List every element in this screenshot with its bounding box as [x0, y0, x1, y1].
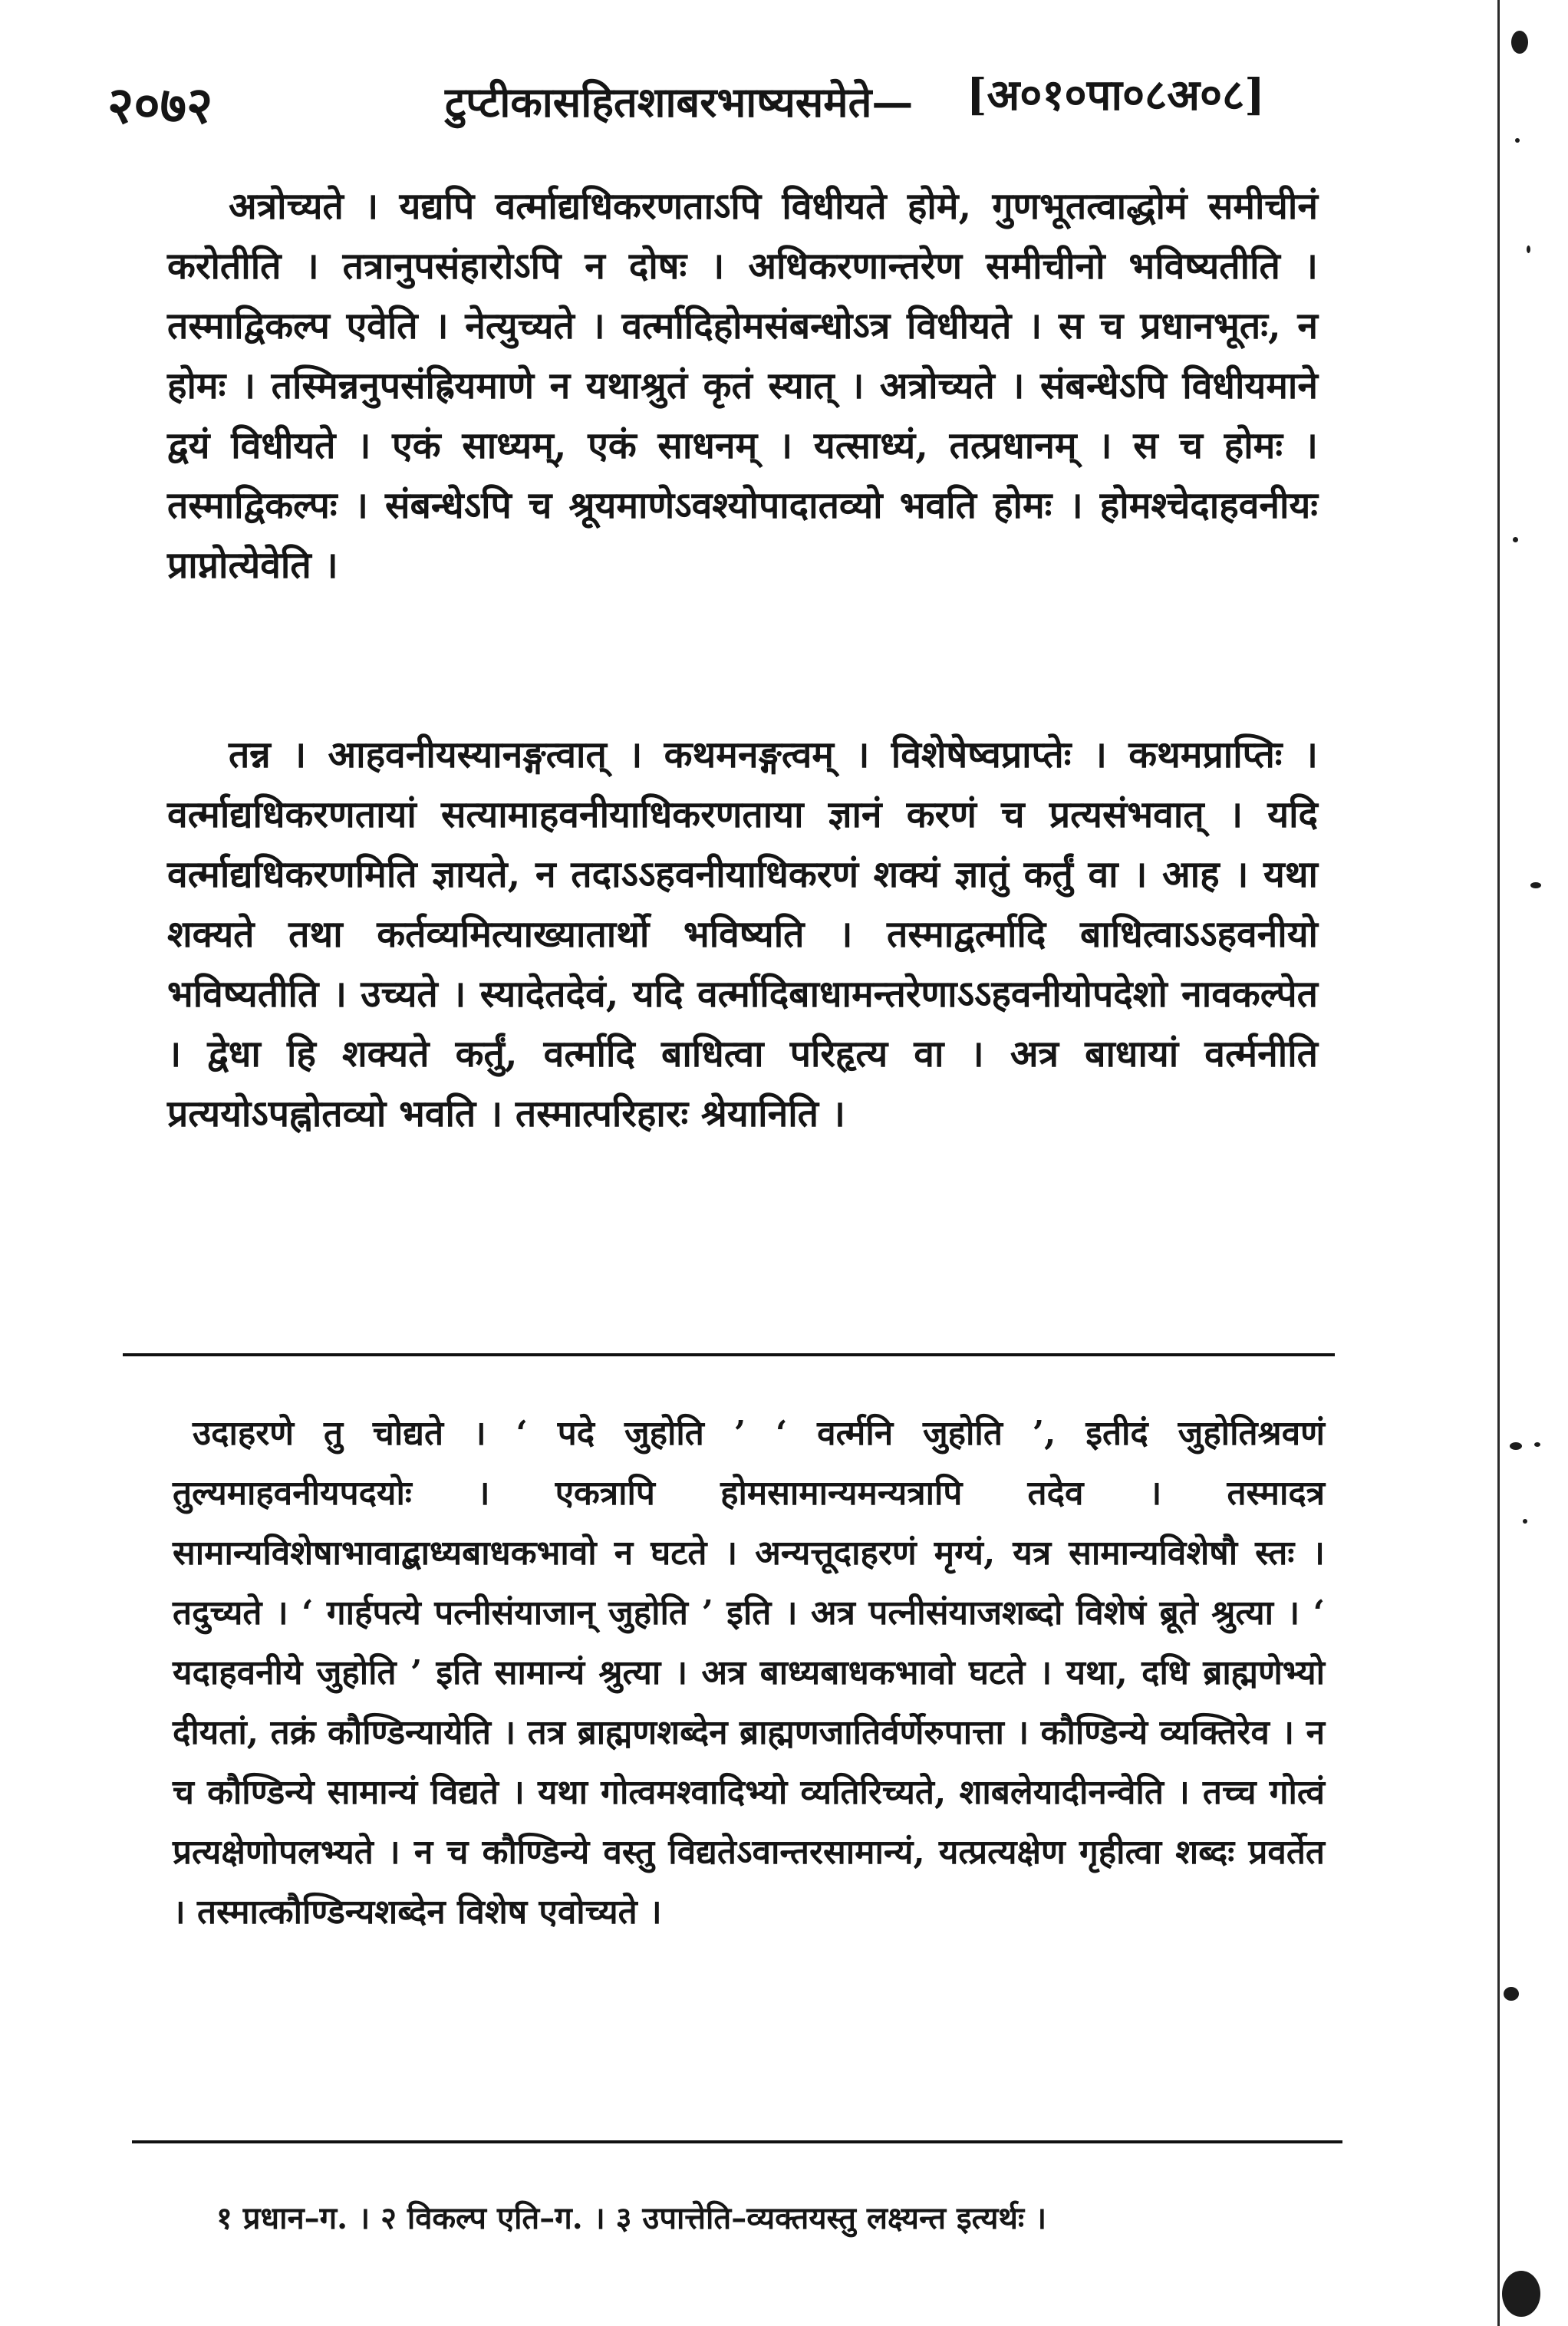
scan-speck: [1510, 1442, 1522, 1450]
footnotes: १ प्रधान–ग. । २ विकल्प एति–ग. । ३ उपात्तेति–व्यक्तयस्तु लक्ष्यन्त इत्यर्थः ।: [216, 2200, 1047, 2236]
running-title: टुप्टीकासहितशाबरभाष्यसमेते—: [445, 77, 914, 127]
scan-speck: [1527, 245, 1530, 253]
scan-speck: [1523, 1519, 1527, 1524]
main-paragraph: तन्न । आहवनीयस्यानङ्गत्वात् । कथमनङ्गत्वम् । विशेषेष्वप्राप्तेः । कथमप्राप्तिः । वर्त्माद्यधिकरणतायां सत्यामाहवनीयाधिकरणताया ज्ञानं करणं च प्रत्यसंभवात् । यदि वर्त्माद्यधिकरणमिति ज्ञायते, न तदाऽऽहवनीयाधिकरणं शक्यं ज्ञातुं कर्तुं वा । आह । यथा शक्यते तथा कर्तव्यमित्याख्यातार्थो भविष्यति । तस्माद्वर्त्मादि बाधित्वाऽऽहवनीयो भविष्यतीति । उच्यते । स्यादेतदेवं, यदि वर्त्मादिबाधामन्तरेणाऽऽहवनीयोपदेशो नावकल्पेत । द्वेधा हि शक्यते कर्तुं, वर्त्मादि बाधित्वा परिहृत्य वा । अत्र बाधायां वर्त्मनीति प्रत्ययोऽपह्नोतव्यो भवति । तस्मात्परिहारः श्रेयानिति ।: [167, 733, 1318, 1135]
commentary-text: उदाहरणे तु चोद्यते । ‘ पदे जुहोति ’ ‘ वर्त्मनि जुहोति ’, इतीदं जुहोतिश्रवणं तुल्यमाहवनीयपदयोः । एकत्रापि होमसामान्यमन्यत्रापि तदेव । तस्मादत्र सामान्यविशेषाभावाद्बाध्यबाधकभावो न घटते । अन्यत्तूदाहरणं मृग्यं, यत्र सामान्यविशेषौ स्तः । तदुच्यते । ‘ गार्हपत्ये पत्नीसंयाजान् जुहोति ’ इति । अत्र पत्नीसंयाजशब्दो विशेषं ब्रूते श्रुत्या । ‘ यदाहवनीये जुहोति ’ इति सामान्यं श्रुत्या । अत्र बाध्यबाधकभावो घटते । यथा, दधि ब्राह्मणेभ्यो दीयतां, तक्रं कौण्डिन्यायेति । तत्र ब्राह्मणशब्देन ब्राह्मणजातिर्वर्णेरुपात्ता । कौण्डिन्ये व्यक्तिरेव । न च कौण्डिन्ये सामान्यं विद्यते । यथा गोत्वमश्वादिभ्यो व्यतिरिच्यते, शाबलेयादीनन्वेति । तच्च गोत्वं प्रत्यक्षेणोपलभ्यते । न च कौण्डिन्ये वस्तु विद्यतेऽवान्तरसामान्यं, यत्प्रत्यक्षेण गृहीत्वा शब्दः प्रवर्तेत । तस्मात्कौण्डिन्यशब्देन विशेष एवोच्यते ।: [173, 1414, 1325, 1932]
scan-speck: [1513, 537, 1518, 542]
running-header: [107, 61, 1335, 146]
scan-edge: [1497, 0, 1500, 2326]
scan-speck: [1515, 138, 1520, 143]
scan-speck: [1504, 1987, 1519, 2001]
scan-speck: [1530, 882, 1541, 888]
scan-speck: [1534, 1442, 1540, 1447]
divider: [123, 1353, 1335, 1356]
section-reference: [अ०१०पा०८अ०८]: [967, 70, 1265, 120]
main-paragraph: अत्रोच्यते । यद्यपि वर्त्माद्यधिकरणताऽपि विधीयते होमे, गुणभूतत्वाद्धोमं समीचीनं करोतीति । तत्रानुपसंहारोऽपि न दोषः । अधिकरणान्तरेण समीचीनो भविष्यतीति । तस्माद्विकल्प एवेति । नेत्युच्यते । वर्त्मादिहोमसंबन्धोऽत्र विधीयते । स च प्रधानभूतः, न होमः । तस्मिन्ननुपसंह्रियमाणे न यथाश्रुतं कृतं स्यात् । अत्रोच्यते । संबन्धेऽपि विधीयमाने द्वयं विधीयते । एकं साध्यम्, एकं साधनम् । यत्साध्यं, तत्प्रधानम् । स च होमः । तस्माद्विकल्पः । संबन्धेऽपि च श्रूयमाणेऽवश्योपादातव्यो भवति होमः । होमश्चेदाहवनीयः प्राप्नोत्येवेति ।: [167, 185, 1318, 587]
page-number: २०७२: [107, 75, 213, 135]
divider: [132, 2140, 1342, 2143]
scan-speck: [1502, 2271, 1540, 2317]
scan-speck: [1511, 31, 1528, 54]
